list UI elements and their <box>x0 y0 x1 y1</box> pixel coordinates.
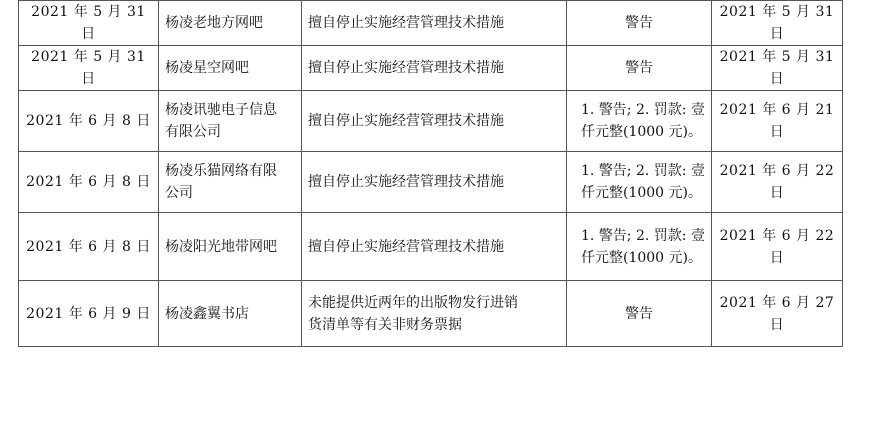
violation-line: 擅自停止实施经营管理技术措施 <box>308 60 504 76</box>
penalty-result-cell <box>567 281 712 347</box>
penalty-result-cell <box>567 91 712 152</box>
violation-line: 未能提供近两年的出版物发行进销 <box>308 294 518 311</box>
violation-line: 擅自停止实施经营管理技术措施 <box>308 174 504 190</box>
penalty-result-cell <box>567 152 712 213</box>
decision-date-cell: 2021 年 6 月 8 日 <box>19 213 159 281</box>
table-row <box>19 91 843 152</box>
penalty-result-line: 仟元整(1000 元)。 <box>581 249 703 266</box>
party-name-line: 杨凌星空网吧 <box>165 60 249 76</box>
party-name-line: 杨凌讯驰电子信息 <box>165 102 277 118</box>
party-name-line: 杨凌鑫翼书店 <box>165 305 249 322</box>
violation-line: 擅自停止实施经营管理技术措施 <box>308 238 504 255</box>
table-row <box>19 46 843 91</box>
publish-date-cell: 2021 年 5 月 31 日 <box>711 1 842 46</box>
publish-date-cell: 2021 年 6 月 27 日 <box>711 281 842 347</box>
table-row <box>19 281 843 347</box>
penalty-result-cell <box>567 213 712 281</box>
decision-date-cell: 2021 年 6 月 9 日 <box>19 281 159 347</box>
publish-date-cell: 2021 年 5 月 31 日 <box>711 46 842 91</box>
penalty-result-line: 1. 警告; 2. 罚款: 壹 <box>581 227 705 244</box>
decision-date-cell: 2021 年 6 月 8 日 <box>19 91 159 152</box>
penalty-result-line: 警告 <box>624 60 653 76</box>
party-name-cell <box>159 1 302 46</box>
decision-date-cell: 2021 年 5 月 31 日 <box>19 1 159 46</box>
penalty-result-line: 警告 <box>624 15 653 31</box>
table-row <box>19 1 843 46</box>
party-name-line: 杨凌阳光地带网吧 <box>165 238 277 255</box>
decision-date-cell: 2021 年 6 月 8 日 <box>19 152 159 213</box>
decision-date-cell: 2021 年 5 月 31 日 <box>19 46 159 91</box>
penalty-result-cell <box>567 46 712 91</box>
violation-cell <box>302 1 567 46</box>
violation-cell <box>302 213 567 281</box>
violation-line: 擅自停止实施经营管理技术措施 <box>308 113 504 129</box>
publish-date-cell: 2021 年 6 月 22 日 <box>711 213 842 281</box>
penalty-table <box>18 0 843 347</box>
violation-line: 擅自停止实施经营管理技术措施 <box>308 15 504 31</box>
penalty-result-cell <box>567 1 712 46</box>
violation-cell <box>302 281 567 347</box>
penalty-result-line: 1. 警告; 2. 罚款: 壹 <box>581 163 705 179</box>
penalty-result-line: 警告 <box>624 305 653 322</box>
violation-cell <box>302 46 567 91</box>
violation-cell <box>302 91 567 152</box>
violation-line: 货清单等有关非财务票据 <box>308 316 462 333</box>
table-row <box>19 152 843 213</box>
party-name-cell <box>159 91 302 152</box>
party-name-line: 有限公司 <box>165 124 221 140</box>
party-name-line: 公司 <box>165 185 193 201</box>
violation-cell <box>302 152 567 213</box>
party-name-cell <box>159 46 302 91</box>
party-name-cell <box>159 281 302 347</box>
party-name-cell <box>159 152 302 213</box>
penalty-result-line: 1. 警告; 2. 罚款: 壹 <box>581 102 705 118</box>
party-name-cell <box>159 213 302 281</box>
penalty-result-line: 仟元整(1000 元)。 <box>581 124 703 140</box>
publish-date-cell: 2021 年 6 月 21 日 <box>711 91 842 152</box>
penalty-result-line: 仟元整(1000 元)。 <box>581 185 703 201</box>
party-name-line: 杨凌乐猫网络有限 <box>165 163 277 179</box>
party-name-line: 杨凌老地方网吧 <box>165 15 263 31</box>
table-row <box>19 213 843 281</box>
publish-date-cell: 2021 年 6 月 22 日 <box>711 152 842 213</box>
